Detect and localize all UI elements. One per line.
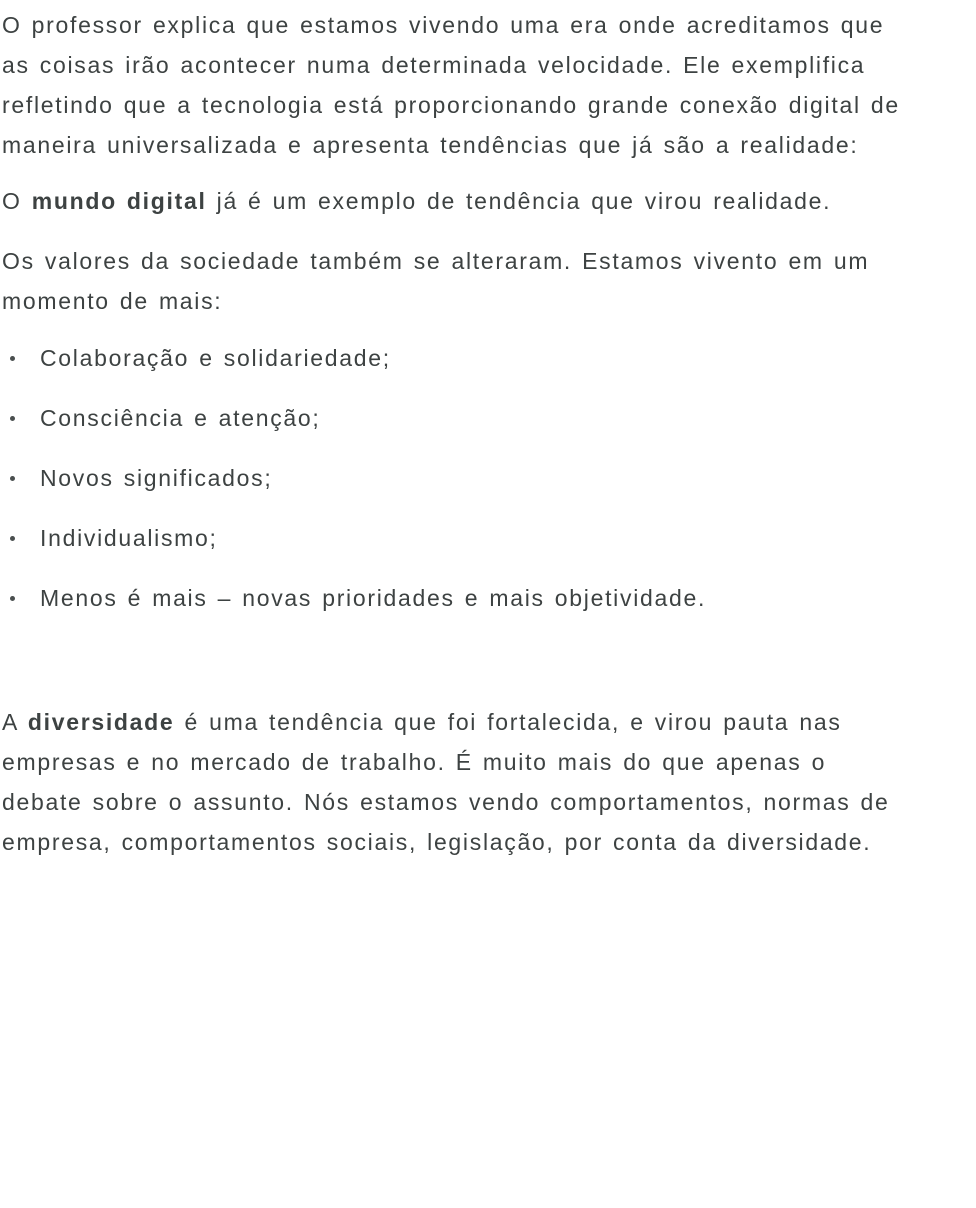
paragraph-intro [2,5,976,165]
text-segment: O [2,188,32,214]
text-segment: já é um exemplo de tendência que virou realidade. [206,188,832,214]
paragraph-valores-line: momento de mais: [2,288,223,314]
bold-text-diversidade: diversidade [27,709,175,735]
paragraph-intro-line: refletindo que a tecnologia está proporcionando grande conexão digital de [2,92,900,118]
list-item [2,338,976,378]
bullet-list [2,338,976,618]
paragraph-diversidade-line: empresa, comportamentos sociais, legislação, por conta da diversidade. [2,829,872,855]
list-item-label: Menos é mais – novas prioridades e mais objetividade. [40,585,707,611]
list-item-label: Colaboração e solidariedade; [40,345,391,371]
paragraph-valores [2,241,976,321]
bullet-icon [10,596,15,601]
list-item [2,518,976,558]
paragraph-diversidade [2,702,976,862]
paragraph-intro-line: maneira universalizada e apresenta tendências que já são a realidade: [2,132,859,158]
bullet-icon [10,536,15,541]
paragraph-intro-line: as coisas irão acontecer numa determinada velocidade. Ele exemplifica [2,52,866,78]
paragraph-diversidade-line: empresas e no mercado de trabalho. É muito mais do que apenas o [2,749,827,775]
list-item [2,398,976,438]
paragraph-intro-line: O professor explica que estamos vivendo uma era onde acreditamos que [2,12,885,38]
text-segment: A [2,709,28,735]
bullet-icon [10,356,15,361]
paragraph-mundo-digital [2,181,976,221]
list-item-label: Individualismo; [40,525,218,551]
list-item [2,458,976,498]
paragraph-mundo-digital-line [2,181,976,221]
list-item-label: Novos significados; [40,465,273,491]
paragraph-diversidade-line [2,702,976,742]
bold-text-mundo-digital: mundo digital [31,188,207,214]
text-segment: é uma tendência que foi fortalecida, e virou pauta nas [174,709,842,735]
list-item [2,578,976,618]
bullet-icon [10,416,15,421]
list-item-label: Consciência e atenção; [40,405,321,431]
paragraph-diversidade-line: debate sobre o assunto. Nós estamos vendo comportamentos, normas de [2,789,890,815]
paragraph-valores-line: Os valores da sociedade também se alteraram. Estamos vivento em um [2,248,870,274]
bullet-icon [10,476,15,481]
